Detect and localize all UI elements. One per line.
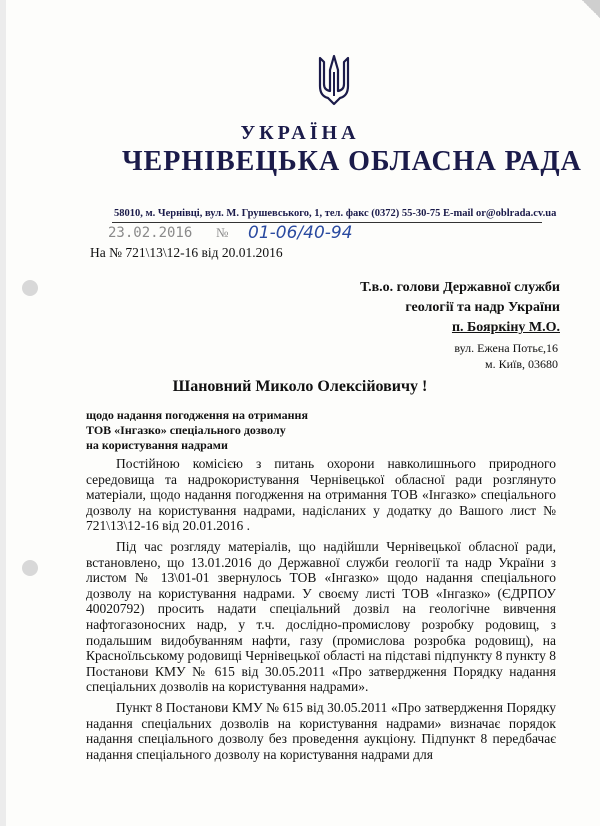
recipient-line: Т.в.о. голови Державної служби [360, 280, 560, 295]
recipient-address [454, 340, 558, 372]
punch-hole [22, 280, 38, 296]
council-name: ЧЕРНІВЕЦЬКА ОБЛАСНА РАДА [122, 146, 582, 177]
subject-line: ТОВ «Інгазко» спеціального дозволу [86, 423, 286, 437]
recipient-line: геології та надр України [405, 300, 560, 315]
recipient-address-line: м. Київ, 03680 [484, 357, 558, 371]
reference-line: На № 721\13\12-16 від 20.01.2016 [90, 245, 283, 260]
body-paragraph: Під час розгляду матеріалів, що надійшли Чернівецької обласної ради, встановлено, що 13.01.2016 до Державної служби геології та надр України з листом № 13\01-01 звернулось ТОВ «Інгазко» щодо надання спеціального дозволу на користування надрами. У своєму листі ТОВ «Інгазко» (ЄДРПОУ 40020792) просить надати спеціальний дозвіл на геологічне вивчення нафтогазоносних надр, у т.ч. дослідно-промислову розробку родовищ, з подальшим видобуванням нафти, газу (промислова розробка родовищ), на Красноїльському родовищі Чернівецької області на підставі підпункту 8 пункту 8 Постанови КМУ № 615 від 30.05.2011 «Про затвердження Порядку надання спеціальних дозволів на користування надрами». [86, 538, 556, 695]
subject-line: щодо надання погодження на отримання [86, 408, 308, 422]
body-paragraph: Пункт 8 Постанови КМУ № 615 від 30.05.2011 «Про затвердження Порядку надання спеціальних дозволів на користування надрами» визначає порядок надання спеціального дозволу без проведення аукціону. Підпункт 8 передбачає надання спеціального дозволу на користування надрами для [86, 699, 556, 762]
registration-number-prefix: № [216, 225, 229, 240]
subject-line: на користування надрами [86, 438, 228, 452]
trident-icon [314, 52, 354, 108]
salutation: Шановний Миколо Олексійовичу ! [172, 378, 428, 395]
punch-hole [22, 560, 38, 576]
country-name: УКРАЇНА [240, 122, 360, 144]
letter-body [86, 456, 556, 767]
folded-corner [582, 0, 600, 18]
subject-block [86, 408, 308, 453]
recipient-address-line: вул. Ежена Потьє,16 [454, 341, 558, 355]
registration-number: 01-06/40-94 [248, 223, 353, 243]
recipient-block [360, 278, 560, 338]
recipient-name: п. Бояркіну М.О. [451, 320, 560, 335]
body-paragraph: Постійною комісією з питань охорони навколишнього природного середовища та надрокористування Чернівецької обласної ради розглянуто матеріали, щодо надання погодження на отримання ТОВ «Інгазко» спеціального дозволу на користування надрами, надісланих у додатку до Вашого лист № 721\13\12-16 від 20.01.2016 . [86, 456, 556, 534]
council-address: 58010, м. Чернівці, вул. М. Грушевського, 1, тел. факс (0372) 55-30-75 E-mail or@oblrada.cv.ua [114, 208, 557, 219]
registration-date: 23.02.2016 [108, 225, 193, 241]
